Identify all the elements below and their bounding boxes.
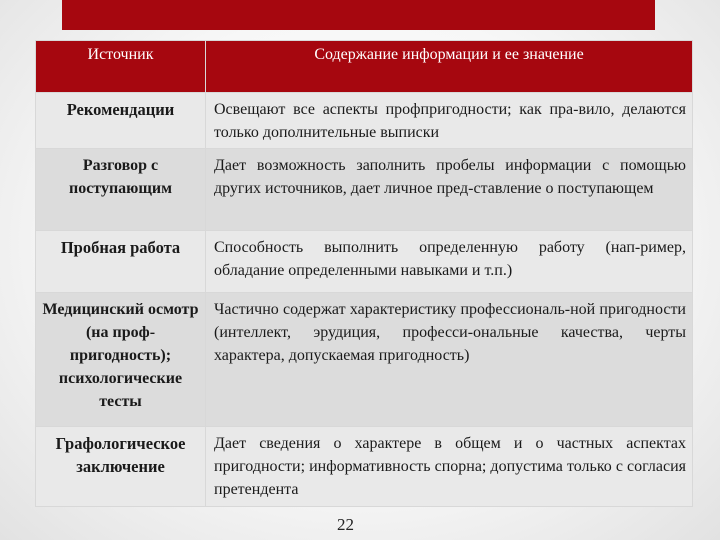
- table-header-row: [36, 41, 693, 93]
- table-row: [36, 93, 693, 149]
- table-row: [36, 293, 693, 427]
- info-cell: Частично содержат характеристику профессиональ-ной пригодности (интеллект, эрудиция, професси-ональные качества, черты характера, допускаемая пригодность): [206, 293, 693, 427]
- info-cell: Дает возможность заполнить пробелы информации с помощью других источников, дает личное пред-ставление о поступающем: [206, 149, 693, 231]
- source-cell: Разговор с поступающим: [36, 149, 206, 231]
- source-cell: Пробная работа: [36, 231, 206, 293]
- info-cell: Освещают все аспекты профпригодности; как пра-вило, делаются только дополнительные выписки: [206, 93, 693, 149]
- source-cell: Медицинский осмотр (на проф-пригодность); психологические тесты: [36, 293, 206, 427]
- table-row: [36, 149, 693, 231]
- table-row: [36, 231, 693, 293]
- page-number: 22: [337, 515, 354, 534]
- info-sources-table: [35, 40, 693, 507]
- source-cell: Графологическое заключение: [36, 427, 206, 507]
- info-cell: Дает сведения о характере в общем и о частных аспектах пригодности; информативность спорна; допустима только с согласия претендента: [206, 427, 693, 507]
- table-row: [36, 427, 693, 507]
- source-cell: Рекомендации: [36, 93, 206, 149]
- header-source: Источник: [36, 41, 206, 93]
- title-bar: [62, 0, 655, 30]
- header-info: Содержание информации и ее значение: [206, 41, 693, 93]
- info-cell: Способность выполнить определенную работу (нап-ример, обладание определенными навыками и т.п.): [206, 231, 693, 293]
